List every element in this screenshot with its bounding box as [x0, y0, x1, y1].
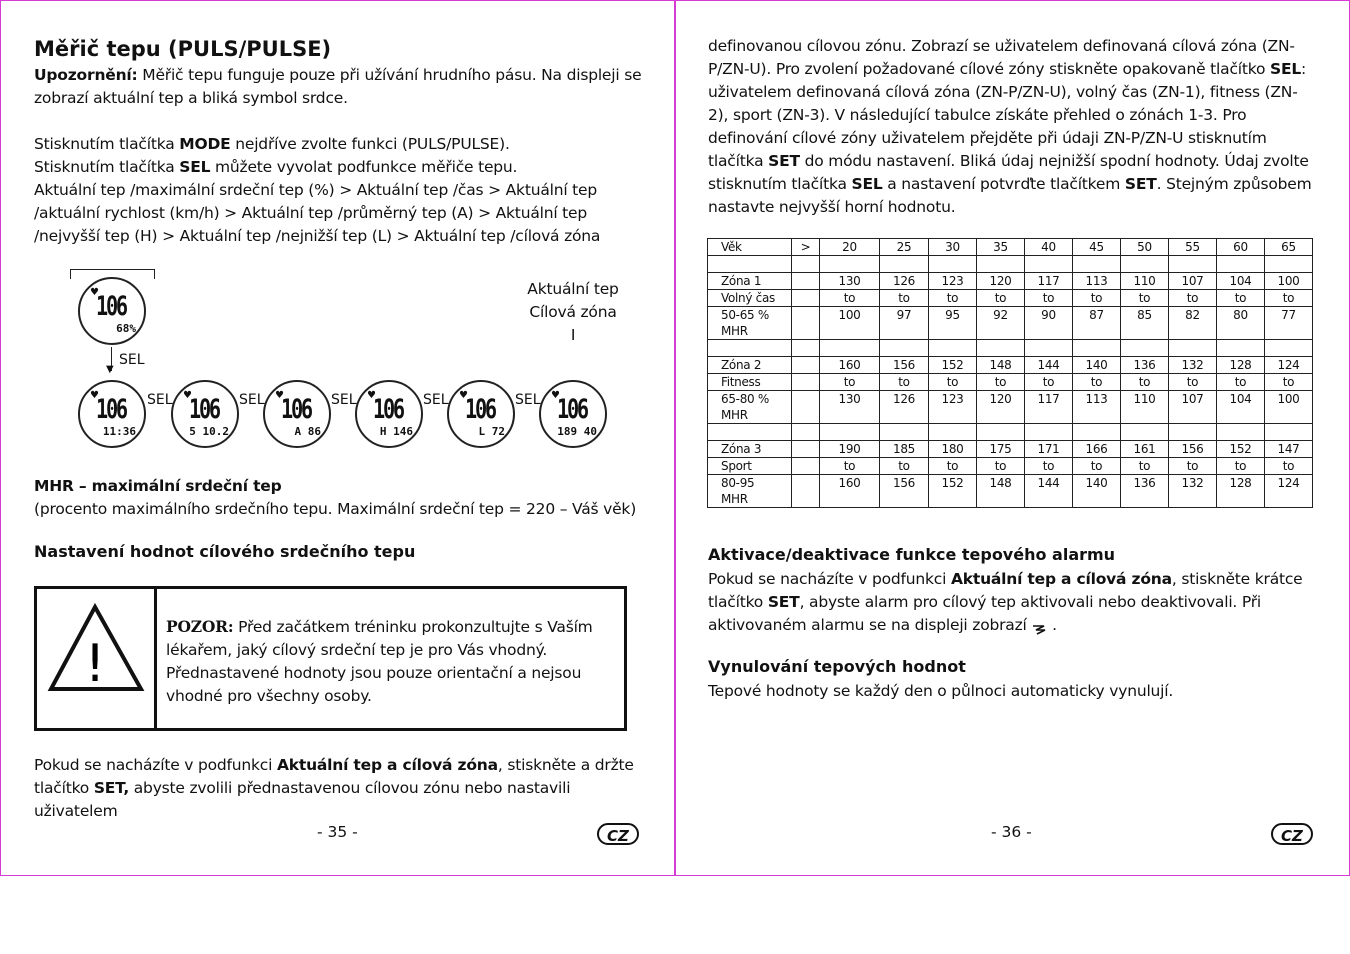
mhr-title-text: MHR – maximální srdeční tep — [34, 477, 282, 495]
mode-line — [34, 133, 654, 156]
alarm-mid: , stiskněte krátce tlačítko — [708, 570, 1303, 611]
zone-low-value: 117 — [1025, 391, 1073, 424]
to-cell: to — [1121, 290, 1169, 307]
zone-high-value: 113 — [1073, 273, 1121, 290]
p1-key2: SET — [768, 152, 800, 170]
zone-high-value: 140 — [1073, 357, 1121, 374]
p1-d: a nastavení potvrďte tlačítkem — [882, 175, 1125, 193]
empty-cell — [1121, 256, 1169, 273]
zone-low-value: 132 — [1169, 475, 1217, 508]
zone-low-value: 124 — [1265, 475, 1313, 508]
watch-sub-value: L 72 — [478, 425, 505, 438]
sel-line — [34, 156, 654, 179]
zone-high-value: 117 — [1025, 273, 1073, 290]
gt-cell: > — [792, 239, 820, 256]
alarm-key: SET — [767, 593, 800, 611]
function-sequence: Aktuální tep /maximální srdeční tep (%) > Aktuální tep /čas > Aktuální tep /aktuální rychlost (km/h) > Aktuální tep /průměrný tep (A) > Aktuální tep /nejvyšší tep (H) > Aktuální tep /nejnižší tep (L) > Aktuální tep /cílová zóna — [34, 181, 601, 245]
empty-cell — [1073, 424, 1121, 441]
zone-low-value: 156 — [880, 475, 929, 508]
zone-low-value: 85 — [1121, 307, 1169, 340]
watch-sub-value: 68% — [116, 322, 136, 335]
sel-key: SEL — [179, 158, 211, 176]
empty-cell — [820, 256, 880, 273]
heart-icon: ♥ — [90, 390, 99, 401]
empty-cell — [1121, 424, 1169, 441]
age-cell: 25 — [880, 239, 929, 256]
to-cell: to — [1025, 374, 1073, 391]
zone-low-value: 120 — [977, 391, 1025, 424]
mode-key: MODE — [179, 135, 231, 153]
to-cell: to — [880, 458, 929, 475]
sel-label: SEL — [147, 392, 173, 408]
sel-down-label: SEL — [119, 352, 145, 368]
empty-cell — [792, 307, 820, 340]
to-cell: to — [1169, 458, 1217, 475]
sel-label: SEL — [331, 392, 357, 408]
zone-low-value: 140 — [1073, 475, 1121, 508]
age-cell: 30 — [929, 239, 977, 256]
watch-pulse-value: 106 — [189, 394, 219, 425]
zone-low-value: 82 — [1169, 307, 1217, 340]
watch-sub-value: 5 10.2 — [189, 425, 229, 438]
callout-line-1: Aktuální tep — [527, 280, 619, 298]
to-cell: to — [929, 290, 977, 307]
warning-divider — [154, 589, 157, 728]
page-title: Měřič tepu (PULS/PULSE) — [34, 37, 332, 61]
alarm-end: . — [1047, 616, 1057, 634]
zone-low-value: 144 — [1025, 475, 1073, 508]
zone-low-value: 80 — [1217, 307, 1265, 340]
zone-low-value: 90 — [1025, 307, 1073, 340]
mhr-text: (procento maximálního srdečního tepu. Maximální srdeční tep = 220 – Váš věk) — [34, 500, 637, 518]
empty-cell — [1169, 424, 1217, 441]
to-cell: to — [977, 290, 1025, 307]
heart-icon: ♥ — [183, 390, 192, 401]
zone-low-value: 87 — [1073, 307, 1121, 340]
table-row — [708, 273, 1313, 290]
to-cell: to — [880, 290, 929, 307]
empty-cell — [929, 256, 977, 273]
left-page — [0, 0, 676, 876]
zone-pct: 80-95 — [721, 476, 755, 490]
zone-low-value: 110 — [1121, 391, 1169, 424]
page-number: - 35 - — [317, 823, 358, 841]
empty-cell — [1217, 340, 1265, 357]
empty-cell — [792, 357, 820, 374]
zone-low-value: 107 — [1169, 391, 1217, 424]
empty-cell — [977, 424, 1025, 441]
bottom-mid: , stiskněte a držte tlačítko — [34, 756, 634, 797]
mode-post: nejdříve zvolte funkci (PULS/PULSE). — [230, 135, 510, 153]
empty-cell — [880, 256, 929, 273]
to-cell: to — [1073, 290, 1121, 307]
zone-high-value: 147 — [1265, 441, 1313, 458]
zone-high-value: 156 — [1169, 441, 1217, 458]
to-cell: to — [1217, 290, 1265, 307]
table-spacer-row — [708, 256, 1313, 273]
to-cell: to — [977, 458, 1025, 475]
age-cell: 50 — [1121, 239, 1169, 256]
zone-high-value: 166 — [1073, 441, 1121, 458]
sel-label: SEL — [239, 392, 265, 408]
bottom-pre: Pokud se nacházíte v podfunkci — [34, 756, 277, 774]
zone-high-value: 124 — [1265, 357, 1313, 374]
bottom-key: SET, — [93, 779, 130, 797]
zone-low-value: 123 — [929, 391, 977, 424]
zone-pct: 50-65 % — [721, 308, 769, 322]
watch-pulse-value: 106 — [557, 394, 587, 425]
zone-high-value: 152 — [929, 357, 977, 374]
empty-cell — [880, 424, 929, 441]
zone-table-body — [708, 239, 1313, 508]
zone-type: Volný čas — [708, 290, 792, 307]
watch-display-2 — [171, 380, 239, 448]
zone-high-value: 180 — [929, 441, 977, 458]
zone-high-value: 148 — [977, 357, 1025, 374]
to-cell: to — [1217, 458, 1265, 475]
watch-display-6 — [539, 380, 607, 448]
reset-heading: Vynulování tepových hodnot — [708, 657, 966, 676]
empty-cell — [792, 475, 820, 508]
age-cell: 65 — [1265, 239, 1313, 256]
p1-c: do módu nastavení. Bliká údaj nejnižší spodní hodnoty. Údaj zvolte stisknutím tlačítka — [708, 152, 1309, 193]
empty-cell — [1025, 256, 1073, 273]
alarm-heading: Aktivace/deaktivace funkce tepového alarmu — [708, 545, 1116, 564]
sel-pre: Stisknutím tlačítka — [34, 158, 180, 176]
empty-cell — [1217, 256, 1265, 273]
to-cell: to — [1073, 374, 1121, 391]
zone-low-value: 160 — [820, 475, 880, 508]
table-row — [708, 239, 1313, 256]
zone-low-value: 130 — [820, 391, 880, 424]
zone-mhr: MHR — [721, 492, 748, 506]
zone-low-value: 128 — [1217, 475, 1265, 508]
bottom-paragraph — [34, 754, 649, 823]
zone-type: Fitness — [708, 374, 792, 391]
zone-high-value: 152 — [1217, 441, 1265, 458]
zone-high-value: 107 — [1169, 273, 1217, 290]
empty-cell — [977, 256, 1025, 273]
heart-icon: ♥ — [367, 390, 376, 401]
empty-cell — [1169, 256, 1217, 273]
table-row — [708, 290, 1313, 307]
to-cell: to — [1025, 458, 1073, 475]
empty-cell — [792, 374, 820, 391]
zone-high-value: 126 — [880, 273, 929, 290]
p1-a: definovanou cílovou zónu. Zobrazí se uživatelem definovaná cílová zóna (ZN-P/ZN-U). Pro zvolení požadované cílové zóny stiskněte opakovaně tlačítko — [708, 37, 1295, 78]
to-cell: to — [1265, 458, 1313, 475]
to-cell: to — [929, 458, 977, 475]
zone-low-value: 77 — [1265, 307, 1313, 340]
to-cell: to — [1073, 458, 1121, 475]
age-cell: 60 — [1217, 239, 1265, 256]
zone-low-value: 148 — [977, 475, 1025, 508]
empty-cell — [708, 424, 792, 441]
p1-b: : uživatelem definovaná cílová zóna (ZN-P/ZN-U), volný čas (ZN-1), fitness (ZN-2), sport (ZN-3). V následující tabulce získáte přehled o zónách 1-3. Pro definování cílové zóny uživatelem přejděte při údaji ZN-P/ZN-U stisknutím tlačítka — [708, 60, 1307, 170]
zone-high-value: 132 — [1169, 357, 1217, 374]
watch-pulse-value: 106 — [373, 394, 403, 425]
warning-triangle-icon — [47, 601, 147, 697]
warning-text — [166, 615, 616, 708]
empty-cell — [792, 424, 820, 441]
watch-display-5 — [447, 380, 515, 448]
zone-low-value: 104 — [1217, 391, 1265, 424]
to-cell: to — [1169, 290, 1217, 307]
zone-mhr: MHR — [721, 324, 748, 338]
watch-sub-value: 11:36 — [102, 425, 136, 438]
heart-icon: ♥ — [459, 390, 468, 401]
to-cell: to — [820, 290, 880, 307]
watch-sub-value: 189 40 — [557, 425, 597, 438]
empty-cell — [1217, 424, 1265, 441]
zone-name: Zóna 2 — [708, 357, 792, 374]
sel-label: SEL — [423, 392, 449, 408]
empty-cell — [1169, 340, 1217, 357]
table-row — [708, 475, 1313, 508]
empty-cell — [792, 256, 820, 273]
table-row — [708, 458, 1313, 475]
zone-paragraph — [708, 35, 1313, 219]
warning-body: Před začátkem tréninku prokonzultujte s Vaším lékařem, jaký cílový srdeční tep je pro Vás vhodný. Přednastavené hodnoty jsou pouze orientační a nejsou vhodné pro všechny osoby. — [166, 618, 593, 705]
empty-cell — [820, 340, 880, 357]
empty-cell — [1265, 340, 1313, 357]
zone-high-value: 110 — [1121, 273, 1169, 290]
heart-icon: ♥ — [275, 390, 284, 401]
intro-text: Měřič tepu funguje pouze při užívání hrudního pásu. Na displeji se zobrazí aktuální tep a bliká symbol srdce. — [34, 66, 642, 107]
mhr-title — [34, 475, 282, 498]
to-cell: to — [1265, 290, 1313, 307]
zone-high-value: 130 — [820, 273, 880, 290]
watch-sub-value: A 86 — [294, 425, 321, 438]
empty-cell — [1025, 340, 1073, 357]
table-row — [708, 357, 1313, 374]
warning-icon-mark: ! — [84, 634, 106, 694]
zone-low-value: 100 — [820, 307, 880, 340]
lang-badge: CZ — [1271, 823, 1313, 845]
alarm-bold: Aktuální tep a cílová zóna — [950, 570, 1172, 588]
empty-cell — [792, 340, 820, 357]
empty-cell — [1121, 340, 1169, 357]
p1-key4: SET — [1124, 175, 1157, 193]
empty-cell — [929, 424, 977, 441]
watch-pulse-value: 106 — [96, 394, 126, 425]
empty-cell — [880, 340, 929, 357]
p1-key1: SEL — [1269, 60, 1302, 78]
zone-high-value: 171 — [1025, 441, 1073, 458]
bottom-post: abyste zvolili přednastavenou cílovou zónu nebo nastavili uživatelem — [34, 779, 571, 820]
watch-pulse-value: 106 — [281, 394, 311, 425]
zone-high-value: 175 — [977, 441, 1025, 458]
table-row — [708, 374, 1313, 391]
empty-cell — [1265, 424, 1313, 441]
table-spacer-row — [708, 340, 1313, 357]
empty-cell — [792, 441, 820, 458]
alarm-paragraph — [708, 568, 1308, 637]
zone-high-value: 156 — [880, 357, 929, 374]
age-cell: 20 — [820, 239, 880, 256]
mode-pre: Stisknutím tlačítka — [34, 135, 180, 153]
lang-badge: CZ — [597, 823, 639, 845]
table-spacer-row — [708, 424, 1313, 441]
empty-cell — [1073, 340, 1121, 357]
watch-display-4 — [355, 380, 423, 448]
reset-text: Tepové hodnoty se každý den o půlnoci automaticky vynulují. — [708, 682, 1174, 700]
to-cell: to — [1265, 374, 1313, 391]
zone-low-value: 97 — [880, 307, 929, 340]
empty-cell — [929, 340, 977, 357]
empty-cell — [820, 424, 880, 441]
to-cell: to — [1121, 374, 1169, 391]
empty-cell — [1073, 256, 1121, 273]
sel-label: SEL — [515, 392, 541, 408]
to-cell: to — [929, 374, 977, 391]
empty-cell — [1025, 424, 1073, 441]
page-number: - 36 - — [991, 823, 1032, 841]
watch-display-1 — [78, 380, 146, 448]
alarm-pre: Pokud se nacházíte v podfunkci — [708, 570, 951, 588]
watch-display-top — [78, 277, 146, 345]
empty-cell — [792, 391, 820, 424]
empty-cell — [792, 273, 820, 290]
bottom-bold: Aktuální tep a cílová zóna — [276, 756, 498, 774]
alarm-signal-icon — [1031, 620, 1047, 632]
intro-label: Upozornění: — [34, 66, 138, 84]
watch-pulse-value: 106 — [465, 394, 495, 425]
heart-icon: ♥ — [551, 390, 560, 401]
arrow-down-icon: ▼ — [106, 364, 114, 375]
age-cell: 55 — [1169, 239, 1217, 256]
sel-post: můžete vyvolat podfunkce měřiče tepu. — [210, 158, 518, 176]
zone-low-value: 136 — [1121, 475, 1169, 508]
to-cell: to — [820, 458, 880, 475]
zone-high-value: 104 — [1217, 273, 1265, 290]
zone-low-value: 113 — [1073, 391, 1121, 424]
zone-percent — [708, 307, 792, 340]
intro-paragraph — [34, 64, 644, 110]
zone-high-value: 185 — [880, 441, 929, 458]
zone-high-value: 161 — [1121, 441, 1169, 458]
zone-high-value: 120 — [977, 273, 1025, 290]
zone-low-value: 100 — [1265, 391, 1313, 424]
zone-percent — [708, 391, 792, 424]
empty-cell — [1265, 256, 1313, 273]
empty-cell — [792, 290, 820, 307]
to-cell: to — [820, 374, 880, 391]
empty-cell — [708, 256, 792, 273]
zone-high-value: 123 — [929, 273, 977, 290]
zone-pct: 65-80 % — [721, 392, 769, 406]
zone-low-value: 95 — [929, 307, 977, 340]
zone-type: Sport — [708, 458, 792, 475]
zone-high-value: 144 — [1025, 357, 1073, 374]
zone-name: Zóna 3 — [708, 441, 792, 458]
callout-line-3: I — [570, 326, 576, 344]
table-row — [708, 441, 1313, 458]
warning-label: POZOR: — [166, 617, 234, 636]
age-header: Věk — [708, 239, 792, 256]
watch-sub-value: H 146 — [379, 425, 413, 438]
table-row — [708, 391, 1313, 424]
heart-icon: ♥ — [90, 287, 99, 298]
zone-low-value: 126 — [880, 391, 929, 424]
callout-line-2: Cílová zóna — [529, 303, 617, 321]
zone-mhr: MHR — [721, 408, 748, 422]
zone-high-value: 190 — [820, 441, 880, 458]
p1-key3: SEL — [851, 175, 883, 193]
alarm-post: , abyste alarm pro cílový tep aktivovali nebo deaktivovali. Při aktivovaném alarmu se na displeji zobrazí — [708, 593, 1262, 634]
zone-high-value: 160 — [820, 357, 880, 374]
zone-name: Zóna 1 — [708, 273, 792, 290]
table-row — [708, 307, 1313, 340]
age-cell: 35 — [977, 239, 1025, 256]
age-cell: 40 — [1025, 239, 1073, 256]
warning-box — [34, 586, 627, 731]
zone-low-value: 92 — [977, 307, 1025, 340]
empty-cell — [977, 340, 1025, 357]
zone-high-value: 128 — [1217, 357, 1265, 374]
zone-high-value: 136 — [1121, 357, 1169, 374]
zone-low-value: 152 — [929, 475, 977, 508]
to-cell: to — [1217, 374, 1265, 391]
callout-label — [511, 278, 635, 347]
to-cell: to — [880, 374, 929, 391]
to-cell: to — [1169, 374, 1217, 391]
to-cell: to — [1121, 458, 1169, 475]
zone-high-value: 100 — [1265, 273, 1313, 290]
settings-heading: Nastavení hodnot cílového srdečního tepu — [34, 542, 416, 561]
to-cell: to — [1025, 290, 1073, 307]
p1-e: . Stejným způsobem nastavte nejvyšší horní hodnotu. — [708, 175, 1312, 216]
watch-display-3 — [263, 380, 331, 448]
to-cell: to — [977, 374, 1025, 391]
zone-percent — [708, 475, 792, 508]
empty-cell — [708, 340, 792, 357]
zone-table — [707, 238, 1313, 508]
watch-pulse-value: 106 — [96, 291, 126, 322]
empty-cell — [792, 458, 820, 475]
age-cell: 45 — [1073, 239, 1121, 256]
